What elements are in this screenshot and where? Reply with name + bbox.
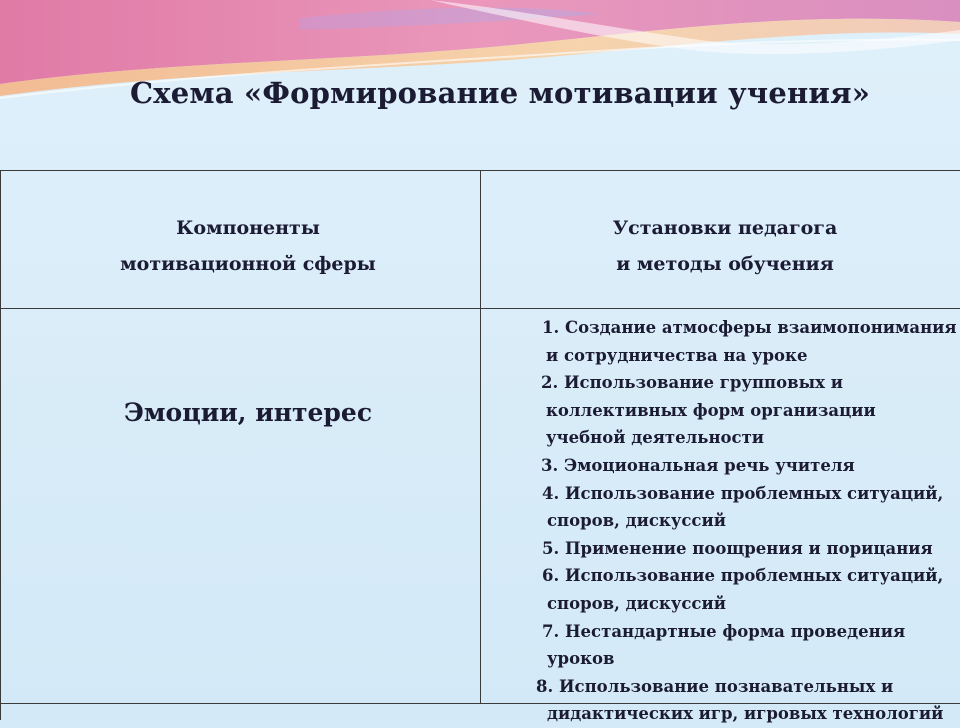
header-methods-line1: Установки педагога: [612, 217, 838, 239]
method-line: 7. Нестандартные форма проведения: [542, 621, 906, 641]
header-components-line2: мотивационной сферы: [120, 253, 376, 275]
method-line: 3. Эмоциональная речь учителя: [541, 455, 855, 475]
component-emotions-interest: Эмоции, интерес: [123, 398, 373, 427]
method-line: уроков: [547, 649, 615, 669]
method-line: и сотрудничества на уроке: [546, 345, 808, 365]
method-line: 2. Использование групповых и: [541, 373, 843, 393]
method-line: коллективных форм организации: [546, 400, 876, 420]
method-line: 4. Использование проблемных ситуаций,: [542, 483, 944, 503]
method-line: учебной деятельности: [546, 428, 765, 448]
header-methods-line2: и методы обучения: [616, 253, 834, 275]
header-components-line1: Компоненты: [176, 217, 320, 239]
header-methods: [480, 210, 960, 282]
method-line: 8. Использование познавательных и: [536, 676, 894, 696]
slide-title: Схема «Формирование мотивации учения»: [129, 76, 871, 110]
method-line: дидактических игр, игровых технологий: [547, 704, 944, 724]
method-line: споров, дискуссий: [547, 593, 726, 613]
method-line: 5. Применение поощрения и порицания: [542, 538, 933, 558]
method-line: споров, дискуссий: [547, 511, 726, 531]
methods-list: [536, 314, 960, 728]
method-line: 1. Создание атмосферы взаимопонимания: [542, 318, 957, 337]
header-components: [0, 210, 496, 282]
method-line: 6. Использование проблемных ситуаций,: [542, 566, 944, 586]
